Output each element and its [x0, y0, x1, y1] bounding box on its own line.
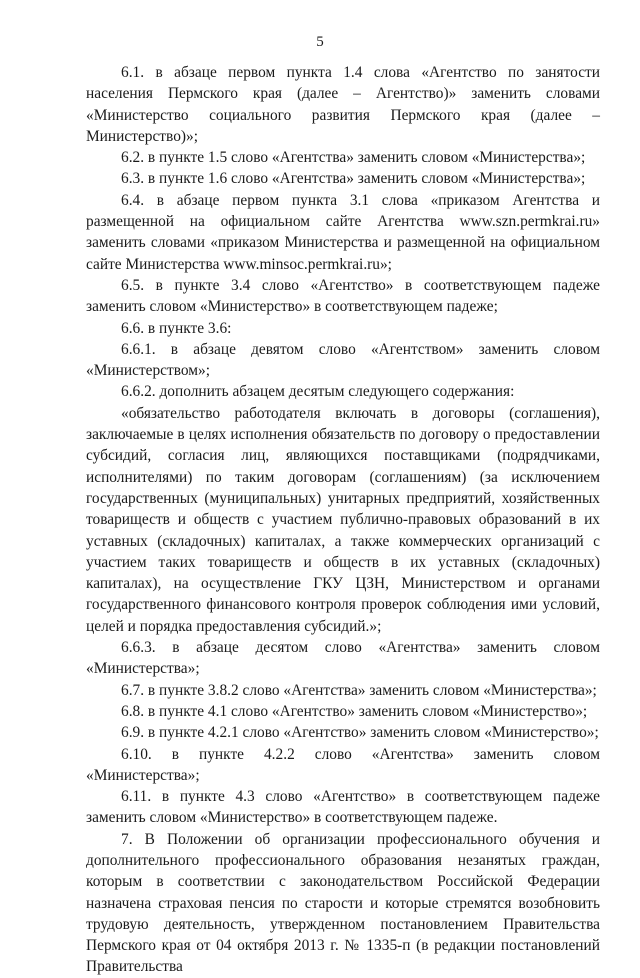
paragraph-6-6-3: 6.6.3. в абзаце десятом слово «Агентства» заменить словом «Министерства»;	[86, 639, 600, 678]
paragraph-6-6-1: 6.6.1. в абзаце девятом слово «Агентством» заменить словом «Министерством»;	[86, 340, 600, 380]
paragraph-6-3: 6.3. в пункте 1.6 слово «Агентства» заменить словом «Министерства»;	[121, 170, 586, 188]
document-body	[86, 62, 600, 978]
paragraph-6-1: 6.1. в абзаце первом пункта 1.4 слова «Агентство по занятости населения Пермского края (далее – Агентство)» заменить словами «Министерство социального развития Пермского края (далее – Министерство)»;	[86, 64, 600, 145]
paragraph-6-10: 6.10. в пункте 4.2.2 слово «Агентства» заменить словом «Министерства»;	[86, 745, 600, 784]
paragraph-6-2: 6.2. в пункте 1.5 слово «Агентства» заменить словом «Министерства»;	[121, 149, 586, 167]
paragraph-6-9: 6.9. в пункте 4.2.1 слово «Агентство» заменить словом «Министерство»;	[121, 724, 599, 742]
paragraph-6-6-2: 6.6.2. дополнить абзацем десятым следующего содержания:	[121, 383, 515, 401]
paragraph-6-6: 6.6. в пункте 3.6:	[121, 319, 232, 337]
paragraph-6-7: 6.7. в пункте 3.8.2 слово «Агентства» заменить словом «Министерства»;	[121, 681, 597, 699]
paragraph-6-5: 6.5. в пункте 3.4 слово «Агентство» в соответствующем падеже заменить словом «Министерство» в соответствующем падеже;	[86, 276, 600, 316]
paragraph-6-11: 6.11. в пункте 4.3 слово «Агентство» в соответствующем падеже заменить словом «Министерство» в соответствующем падеже.	[86, 788, 600, 827]
page-number: 5	[316, 34, 324, 50]
paragraph-6-4: 6.4. в абзаце первом пункта 3.1 слова «приказом Агентства и размещенной на официальном сайте Агентства www.szn.permkrai.ru» заменить словами «приказом Министерства и размещенной на официальном сайте Министерства www.minsoc.permkrai.ru»;	[86, 191, 600, 273]
quoted-paragraph: «обязательство работодателя включать в договоры (соглашения), заключаемые в целях исполнения обязательств по договору о предоставлении субсидий, согласия лиц, являющихся поставщиками (подрядчиками, исполнителями) по таким договорам (соглашениям) (за исключением государственных (муниципальных) унитарных предприятий, хозяйственных товариществ и обществ с участием публично-правовых образований в их уставных (складочных) капиталах, а также коммерческих организаций с участием таких товариществ и обществ в их уставных (складочных) капиталах), на осуществление ГКУ ЦЗН, Министерством и органами государственного финансового контроля проверок соблюдения ими условий, целей и порядка предоставления субсидий.»;	[86, 404, 600, 635]
paragraph-7: 7. В Положении об организации профессионального обучения и дополнительного профессионального образования незанятых граждан, которым в соответствии с законодательством Российской Федерации назначена страховая пенсия по старости и которые стремятся возобновить трудовую деятельность, утвержденном постановлением Правительства Пермского края от 04 октября 2013 г. № 1335-п (в редакции постановлений Правительства	[86, 830, 600, 976]
paragraph-6-8: 6.8. в пункте 4.1 слово «Агентство» заменить словом «Министерство»;	[121, 702, 588, 720]
